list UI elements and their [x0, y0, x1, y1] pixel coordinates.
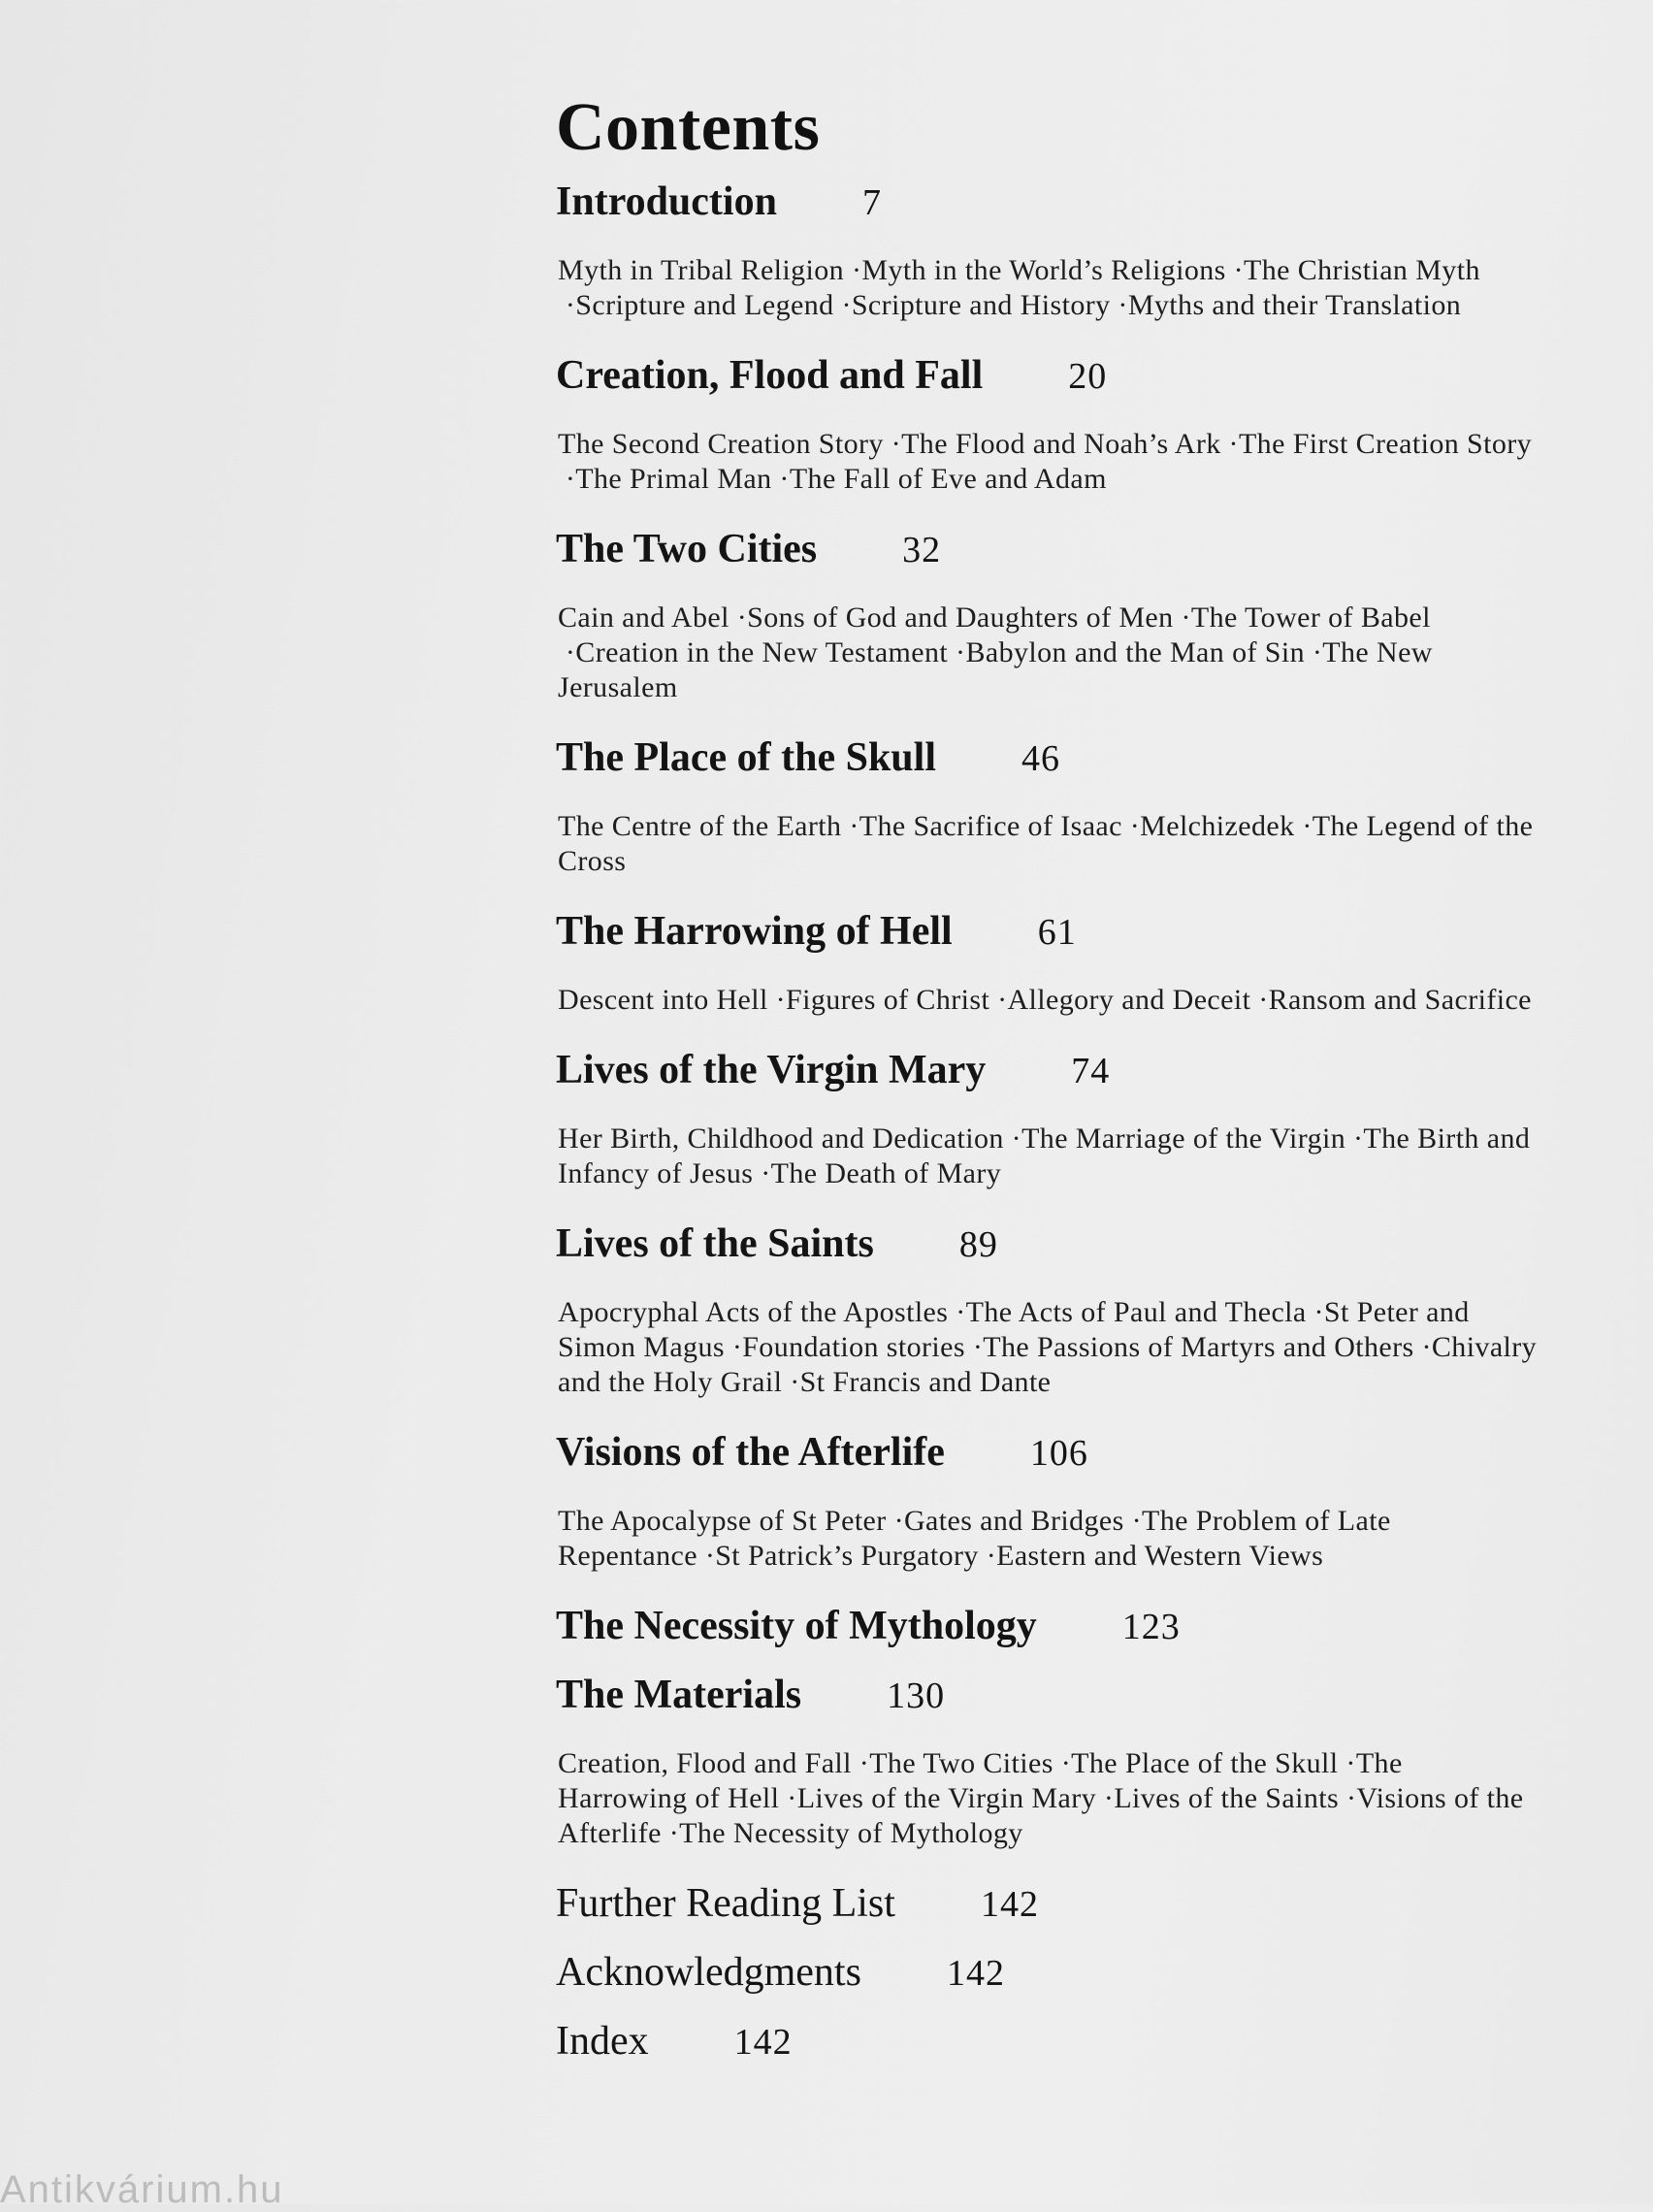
section-item: · Myth in the World’s Religions: [844, 254, 1226, 286]
section-list: [558, 253, 1538, 323]
page-number: 106: [1029, 1433, 1088, 1474]
contents-entry: [556, 1599, 1555, 1654]
chapter-title: The Harrowing of Hell: [556, 909, 953, 954]
section-item: · Figures of Christ: [768, 984, 989, 1016]
back-matter-entry: [556, 1876, 1555, 1932]
page-number: 7: [861, 182, 882, 223]
section-item: · St Peter and Simon Magus: [558, 1296, 1470, 1363]
page-number: 61: [1037, 912, 1077, 953]
back-matter-entry: [556, 2014, 1555, 2069]
entry-heading-row: [556, 2014, 1555, 2069]
chapter-title: Creation, Flood and Fall: [556, 353, 984, 398]
section-item: · The Sacrifice of Isaac: [841, 810, 1121, 842]
section-item: · The Marriage of the Virgin: [1004, 1122, 1345, 1155]
contents-entry: [556, 1043, 1555, 1191]
section-item: Creation, Flood and Fall: [558, 1747, 852, 1779]
section-item: · The Harrowing of Hell: [558, 1747, 1403, 1814]
section-item: Apocryphal Acts of the Apostles: [558, 1296, 949, 1328]
section-item: · Scripture and Legend: [558, 289, 834, 321]
section-list: [558, 1122, 1538, 1191]
contents-entry: [556, 904, 1555, 1018]
section-item: · The New Jerusalem: [558, 636, 1433, 703]
chapter-title: The Two Cities: [556, 527, 818, 571]
page-number: 46: [1021, 738, 1061, 779]
chapter-title: Visions of the Afterlife: [556, 1430, 945, 1475]
section-list: [558, 1504, 1538, 1574]
entry-heading-row: [556, 175, 1555, 230]
watermark: Antikvárium.hu: [0, 2168, 284, 2211]
contents-entry: [556, 731, 1555, 879]
entry-heading-row: [556, 1876, 1555, 1932]
entry-heading-row: [556, 1599, 1555, 1654]
section-item: The Apocalypse of St Peter: [558, 1505, 887, 1537]
section-item: · The Tower of Babel: [1174, 602, 1431, 634]
section-item: · The Fall of Eve and Adam: [772, 463, 1107, 495]
page-number: 32: [902, 530, 942, 570]
section-item: · The Legend of the Cross: [558, 810, 1533, 877]
section-item: · The Christian Myth: [1226, 254, 1480, 286]
back-matter-list: [556, 1876, 1555, 2069]
entry-heading-row: [556, 1945, 1555, 2001]
page-number: 89: [958, 1224, 998, 1265]
page-number: 142: [946, 1953, 1005, 1994]
section-list: [558, 1746, 1538, 1851]
section-item: · Scripture and History: [834, 289, 1111, 321]
section-item: Her Birth, Childhood and Dedication: [558, 1122, 1004, 1155]
section-item: Descent into Hell: [558, 984, 768, 1016]
page-number: 142: [980, 1884, 1039, 1925]
entry-heading-row: [556, 348, 1555, 404]
section-item: · Sons of God and Daughters of Men: [729, 602, 1174, 634]
entry-heading-row: [556, 904, 1555, 960]
section-item: · Allegory and Deceit: [989, 984, 1250, 1016]
section-item: · Creation in the New Testament: [558, 636, 948, 668]
section-item: Cain and Abel: [558, 602, 729, 634]
section-list: [558, 1295, 1538, 1400]
back-matter-entry: [556, 1945, 1555, 2001]
section-item: · Visions of the Afterlife: [558, 1782, 1523, 1849]
section-item: · Melchizedek: [1122, 810, 1295, 842]
section-item: · Ransom and Sacrifice: [1250, 984, 1532, 1016]
section-item: Myth in Tribal Religion: [558, 254, 845, 286]
entry-heading-row: [556, 522, 1555, 577]
section-item: The Second Creation Story: [558, 428, 884, 460]
contents-entry: [556, 175, 1555, 323]
contents-page: [556, 89, 1555, 2083]
contents-entry: [556, 1668, 1555, 1851]
section-item: · Eastern and Western Views: [979, 1540, 1323, 1572]
chapter-title: The Place of the Skull: [556, 735, 937, 780]
section-item: · Lives of the Saints: [1096, 1782, 1339, 1814]
section-item: · The Problem of Late Repentance: [558, 1505, 1391, 1572]
section-item: · The Passions of Martyrs and Others: [965, 1331, 1414, 1363]
section-item: · Lives of the Virgin Mary: [779, 1782, 1096, 1814]
section-item: · The Place of the Skull: [1053, 1747, 1339, 1779]
entry-heading-row: [556, 1043, 1555, 1098]
contents-entry: [556, 1425, 1555, 1574]
section-item: · St Francis and Dante: [782, 1366, 1051, 1398]
entry-heading-row: [556, 1668, 1555, 1723]
section-item: · The Primal Man: [558, 463, 772, 495]
section-item: · The Two Cities: [852, 1747, 1053, 1779]
section-item: · The Acts of Paul and Thecla: [948, 1296, 1306, 1328]
section-list: [558, 427, 1538, 497]
section-item: · The Necessity of Mythology: [662, 1817, 1023, 1849]
section-item: · Chivalry and the Holy Grail: [558, 1331, 1537, 1398]
section-list: [558, 601, 1538, 705]
section-item: · Myths and their Translation: [1111, 289, 1462, 321]
section-item: · The First Creation Story: [1221, 428, 1532, 460]
back-matter-title: Acknowledgments: [556, 1950, 861, 1995]
section-item: · The Flood and Noah’s Ark: [884, 428, 1221, 460]
contents-entry: [556, 1217, 1555, 1400]
chapter-title: Lives of the Virgin Mary: [556, 1048, 987, 1092]
back-matter-title: Index: [556, 2019, 649, 2064]
page-number: 20: [1068, 356, 1108, 397]
section-item: · The Birth and Infancy of Jesus: [558, 1122, 1530, 1189]
page-number: 130: [887, 1675, 946, 1716]
chapter-title: Lives of the Saints: [556, 1221, 874, 1266]
section-item: · Foundation stories: [725, 1331, 965, 1363]
entry-heading-row: [556, 1425, 1555, 1480]
page-number: 142: [733, 2022, 793, 2063]
contents-entry: [556, 348, 1555, 497]
back-matter-title: Further Reading List: [556, 1881, 895, 1926]
entry-heading-row: [556, 731, 1555, 786]
section-item: · Babylon and the Man of Sin: [948, 636, 1305, 668]
chapter-title: Introduction: [556, 179, 777, 224]
contents-list: [556, 175, 1555, 1851]
contents-entry: [556, 522, 1555, 705]
section-list: [558, 983, 1538, 1018]
chapter-title: The Materials: [556, 1673, 802, 1717]
page-number: 74: [1071, 1051, 1111, 1091]
entry-heading-row: [556, 1217, 1555, 1272]
section-item: · Gates and Bridges: [887, 1505, 1124, 1537]
page-title: Contents: [556, 90, 821, 165]
chapter-title: The Necessity of Mythology: [556, 1604, 1037, 1648]
section-list: [558, 809, 1538, 879]
section-item: · The Death of Mary: [753, 1157, 1001, 1189]
page-number: 123: [1121, 1607, 1181, 1647]
section-item: The Centre of the Earth: [558, 810, 842, 842]
section-item: · St Patrick’s Purgatory: [697, 1540, 979, 1572]
